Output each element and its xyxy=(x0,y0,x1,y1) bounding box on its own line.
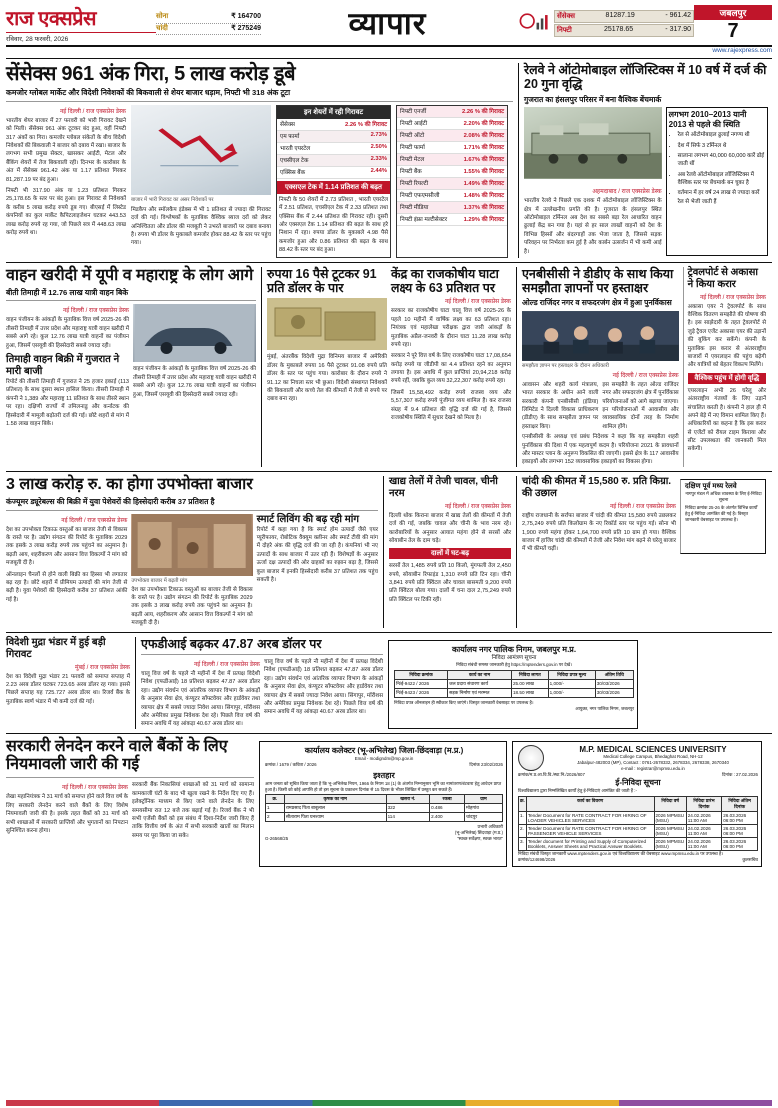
stock-name: एचसीएल टेक xyxy=(280,158,309,165)
publication-logo: राज एक्सप्रेस xyxy=(6,8,97,30)
website-url[interactable]: www.rajexpress.com xyxy=(712,47,772,54)
auto-story xyxy=(6,267,256,467)
fiscal-body-2: सरकार ने पूरे वित्त वर्ष के लिए राजकोषीय घाटा 17,08,654 करोड़ रुपये या जीडीपी का 4.4 प्रतिशत रहने का अनुमान लगाया है। इस अवधि में कुल प्राप्तियां 20,94,218 करोड़ रुपये रहीं, जबकि कुल व्यय 32,22,307 करोड़ रुपये रहा। xyxy=(391,353,511,385)
stock-change: 2.50% xyxy=(370,144,387,151)
sector-name: निफ्टी एफएमसीजी xyxy=(400,193,440,200)
oil-byline: नई दिल्ली / राज एक्सप्रेस डेस्क xyxy=(444,503,511,510)
table-row xyxy=(266,813,503,822)
cell: सीताराम पिता घनश्याम xyxy=(284,813,386,822)
divider xyxy=(6,632,772,633)
stock-change: 2.33% xyxy=(370,156,387,163)
lead-subhead: कमजोर ग्लोबल मार्केट और विदेशी निवेशकों की बिकवाली से शेयर बाजार धड़ाम, निफ्टी भी 318 अंक टूटा xyxy=(6,88,291,98)
lead-story xyxy=(6,63,513,258)
kc-sign-1: प्रभारी अधिकारी xyxy=(477,824,503,830)
table-row xyxy=(395,688,634,697)
silver-body: राष्ट्रीय राजधानी के सर्राफा बाजार में चांदी की कीमत 15,580 रुपये उछलकर 2,75,249 रुपये प्रति किलोग्राम के नए रिकॉर्ड स्तर पर पहुंच गई। सोना भी 1,900 रुपये महंगा होकर 1,64,700 रुपये प्रति 10 ग्राम हो गया। वैश्विक बाजार में हाजिर चांदी की कीमतों में तेजी और निवेश मांग बढ़ने से घरेलू बाजार में भी कीमतें चढ़ीं। xyxy=(522,512,676,553)
cell: 2026 MPMSU (MSU) xyxy=(654,838,686,851)
table-row xyxy=(397,118,507,130)
sector-change: 1.67% की गिरावट xyxy=(463,157,504,164)
table-row xyxy=(397,154,507,166)
sector-change: 1.37% की गिरावट xyxy=(463,205,504,212)
railway-terminal-photo xyxy=(524,107,662,179)
cell: 30/03/2026 xyxy=(595,688,633,697)
cell: 26.03.2026 06:00 PM xyxy=(722,838,758,851)
table-row xyxy=(519,825,758,838)
sector-name: निफ्टी आईटी xyxy=(400,121,428,128)
table-row xyxy=(397,178,507,190)
univ-table xyxy=(518,796,758,851)
kc-ref: क्रमांक / 1679 / कविता / 2026 xyxy=(265,761,317,767)
kc-office: कार्यालय कलेक्टर (भू-अभिलेख) जिला-छिंदवाड़ा (म.प्र.) xyxy=(304,745,464,755)
cell: 1,000/- xyxy=(548,688,595,697)
stock-name: एक्सिस बैंक xyxy=(280,170,306,177)
sensex-value: 81287.19 xyxy=(605,11,635,19)
univ-note: निविदा संबंधी विस्तृत जानकारी www.mptenders.gov.in एवं विश्वविद्यालय की वेबसाइट www.mpmsu.edu.in पर उपलब्ध है। xyxy=(518,851,723,857)
masthead xyxy=(6,4,772,47)
bank-headline: सरकारी लेनदेन करने वाले बैंकों के लिए नियमावली जारी की गई xyxy=(6,737,228,774)
fdi-body-cont: चालू वित्त वर्ष के पहले नौ महीनों में देश में प्रत्यक्ष विदेशी निवेश (एफडीआई) 18 प्रतिशत बढ़कर 47.87 अरब डॉलर रहा। उद्योग संवर्धन एवं आंतरिक व्यापार विभाग के आंकड़ों के अनुसार सेवा क्षेत्र, कंप्यूटर सॉफ्टवेयर और हार्डवेयर तथा व्यापार क्षेत्र में सबसे ज्यादा निवेश आया। सिंगापुर, मॉरीशस और अमेरिका प्रमुख निवेशक देश रहे। पिछले वित्त वर्ष की समान अवधि में यह आंकड़ा 40.67 अरब डॉलर था। xyxy=(264,658,383,716)
table-row xyxy=(277,131,390,143)
travel-byline: नई दिल्ली / राज एक्सप्रेस डेस्क xyxy=(699,294,766,301)
cell: 1,000/- xyxy=(548,679,595,688)
cell: 1. xyxy=(519,812,527,825)
top-block xyxy=(6,63,772,258)
fiscal-body-3: जिसमें 15,58,492 करोड़ रुपये राजस्व व्यय और 5,57,307 करोड़ रुपये पूंजीगत व्यय शामिल है। कर राजस्व संग्रह में 9.4 प्रतिशत की वृद्धि दर्ज की गई है, जिससे राजकोषीय स्थिति में सुधार देखने को मिला है। xyxy=(391,389,511,422)
decliners-title: इन शेयरों में रही गिरावट xyxy=(277,106,390,119)
oil-badge: दालों में घट-बढ़ xyxy=(389,548,511,559)
cell: नि/ई-9423 / 2026 xyxy=(395,688,448,697)
consumer-col-1 xyxy=(6,514,127,628)
forex-headline: विदेशी मुद्रा भंडार में हुई बड़ी गिरावट xyxy=(6,636,106,660)
section-title: व्यापार xyxy=(348,6,427,41)
cell: 24.02.2026 11:00 AM xyxy=(686,812,721,825)
sector-decliners-table xyxy=(396,105,508,258)
sector-name: निफ्टी एनर्जी xyxy=(400,109,427,116)
kc-body: आम जनता को सूचित किया जाता है कि भू-अभिलेख नियम, 1966 के नियम 18 (1) के अंतर्गत निम्नानुसार भूमि का नामांतरण/बंटवारा हेतु आवेदन प्राप्त हुआ है। किसी को कोई आपत्ति हो तो इस सूचना के प्रकाशन दिनांक से 15 दिवस के भीतर लिखित में प्रस्तुत कर सकते हैं। xyxy=(265,780,502,792)
cell: 18.50 लाख xyxy=(512,688,549,697)
univ-email: e-mail : registrar@mpmsu.edu.in xyxy=(621,765,685,771)
oil-story xyxy=(383,476,511,628)
fiscal-story xyxy=(261,267,511,467)
nbcc-story xyxy=(522,267,679,467)
col-header: कार्य का विवरण xyxy=(526,797,654,812)
railway-story xyxy=(518,63,768,258)
consumer-headline: 3 लाख करोड़ रु. का होगा उपभोक्ता बाजार xyxy=(6,475,253,493)
divider xyxy=(6,733,772,734)
consumer-photo-caption: उपभोक्ता बाजार में बढ़ती मांग xyxy=(131,577,188,584)
oil-body-2: सरसों तेल 1,485 रुपये प्रति 10 किलो, मूंगफली तेल 2,450 रुपये, सोयाबीन रिफाइंड 1,310 रुपये प्रति टिन रहा। चीनी 3,841 रुपये प्रति क्विंटल और चावल बासमती 9,200 रुपये प्रति क्विंटल बोला गया। दालों में चना दाल 2,75,249 रुपये प्रति क्विंटल पर टिकी रही। xyxy=(389,563,511,603)
silver-byline: नई दिल्ली / राज एक्सप्रेस डेस्क xyxy=(609,503,676,510)
sector-name: निफ्टी ऑटो xyxy=(400,133,425,140)
consumer-col-2 xyxy=(131,514,252,628)
consumer-story xyxy=(6,476,378,628)
gold-value: ₹ 164700 xyxy=(231,13,261,20)
fdi-body: चालू वित्त वर्ष के पहले नौ महीनों में देश में प्रत्यक्ष विदेशी निवेश (एफडीआई) 18 प्रतिशत बढ़कर 47.87 अरब डॉलर रहा। उद्योग संवर्धन एवं आंतरिक व्यापार विभाग के आंकड़ों के अनुसार सेवा क्षेत्र, कंप्यूटर सॉफ्टवेयर और हार्डवेयर तथा व्यापार क्षेत्र में सबसे ज्यादा निवेश आया। सिंगापुर, मॉरीशस और अमेरिका प्रमुख निवेशक देश रहे। पिछले वित्त वर्ष की समान अवधि में यह आंकड़ा 40.67 अरब डॉलर था। xyxy=(141,670,260,728)
sensex-label: सेंसेक्स xyxy=(557,12,575,20)
sector-change: 2.26 % की गिरावट xyxy=(461,109,504,116)
col-header: निविदा क्रमांक xyxy=(395,670,448,679)
metal-rates xyxy=(156,12,261,35)
consumer-body-1: देश का उपभोक्ता टिकाऊ वस्तुओं का बाजार तेजी से विकास के रास्ते पर है। उद्योग संगठन की रिपोर्ट के मुताबिक 2029 तक इसके 3 लाख करोड़ रुपये तक पहुंचने का अनुमान है। बढ़ती आय, शहरीकरण और आसान वित्त विकल्पों ने मांग को मजबूती दी है। xyxy=(6,526,128,567)
table-row xyxy=(397,142,507,154)
table-header-row xyxy=(395,670,634,679)
table-header-row xyxy=(519,797,758,812)
rate-row xyxy=(156,24,261,36)
univ-intro: विश्वविद्यालय द्वारा निम्नलिखित कार्यों हेतु ई-निविदाएं आमंत्रित की जाती हैं :- xyxy=(518,788,637,794)
sector-change: 1.48% की गिरावट xyxy=(463,193,504,200)
col-header: निविदा प्रारंभ दिनांक xyxy=(686,797,721,812)
kc-sign-2: (भू-अभिलेख) छिंदवाड़ा (म.प्र.) xyxy=(454,830,503,836)
market-crash-photo xyxy=(131,105,271,195)
nigam-note: निविदा प्रपत्र ऑनलाइन ही स्वीकार किए जाएंगे। विस्तृत जानकारी वेबसाइट पर उपलब्ध है। xyxy=(394,699,534,705)
travel-headline: ट्रेवलपोर्ट से अकासा ने किया करार xyxy=(687,266,758,290)
sector-change: 1.55% की गिरावट xyxy=(463,169,504,176)
divider xyxy=(141,654,383,655)
list-item: • देश में सिर्फ 3 टर्मिनल थे xyxy=(678,142,765,151)
sector-name: निफ्टी बैंक xyxy=(400,169,422,176)
silver-story xyxy=(522,476,676,554)
rail-notice-sub: नागपुर मंडल में अधिक व्यवस्था के लिए ई-निविदा सूचना xyxy=(685,491,762,503)
railway-body: भारतीय रेलवे ने पिछले एक दशक में ऑटोमोबाइल लॉजिस्टिक्स के क्षेत्र में उल्लेखनीय प्रगति की है। गुजरात के हंसलपुर स्थित ऑटोमोबाइल टर्मिनल अब देश का सबसे बड़ा रेल आधारित वाहन ढुलाई केंद्र बन गया है। यहां से हर साल लाखों वाहनों को देश के विभिन्न हिस्सों और बंदरगाहों तक भेजा जाता है, जिससे सड़क परिवहन पर निर्भरता कम हुई है और कार्बन उत्सर्जन में भी कमी आई है। xyxy=(524,198,662,255)
sensex-change: - 961.42 xyxy=(665,11,691,19)
fiscal-headline: केंद्र का राजकोषीय घाटा लक्ष्य के 63 प्रतिशत पर xyxy=(391,266,499,295)
col-header: कार्य का नाम xyxy=(448,670,512,679)
univ-ref: क्रमांक/म.प्र.आ.वि.वि./स्था.नि./2026/807 xyxy=(518,771,585,777)
bank-body-1: लेखा महानियंत्रक ने 31 मार्च को समाप्त होने वाले वित्त वर्ष के लिए सरकारी लेनदेन करने वाले बैंकों के लिए विशेष नियमावली जारी की है। इसके तहत बैंकों को 31 मार्च को सभी शाखाओं में सरकारी प्राप्तियों और भुगतानों का निपटान सुनिश्चित करना होगा। xyxy=(6,794,128,835)
travel-side-body: एयरलाइन अभी 26 घरेलू और अंतरराष्ट्रीय गंतव्यों के लिए उड़ानें संचालित करती है। कंपनी ने हाल ही में अपने बेड़े में नए विमान शामिल किए हैं। अधिकारियों का कहना है कि इस करार से एजेंटों को रीयल टाइम किराया और सीट उपलब्धता की जानकारी मिल सकेगी। xyxy=(687,387,766,453)
lead-photo-caption: बाजार में भारी गिरावट का असर निवेशकों पर xyxy=(131,196,214,203)
cell: Tender document for Printing and Supply of Computerized Booklets, Answer Sheets and Practical Answer Booklets. xyxy=(526,838,654,851)
cell: Tender Document for RATE CONTRACT FOR HIRING OF PASSENGER VEHICLE SERVICES xyxy=(526,825,654,838)
railway-byline: अहमदाबाद / राज एक्सप्रेस डेस्क xyxy=(592,189,662,196)
sector-change: 2.08% की गिरावट xyxy=(463,133,504,140)
index-row-sensex xyxy=(554,10,694,23)
rate-row xyxy=(156,12,261,24)
table-row xyxy=(277,119,390,131)
railway-mini-notice xyxy=(680,479,766,554)
travel-badge: वैश्विक पहुंच में होगी वृद्धि xyxy=(688,373,766,384)
consumer-body-3: देश का उपभोक्ता टिकाऊ वस्तुओं का बाजार तेजी से विकास के रास्ते पर है। उद्योग संगठन की रिपोर्ट के मुताबिक 2029 तक इसके 3 लाख करोड़ रुपये तक पहुंचने का अनुमान है। बढ़ती आय, शहरीकरण और आसान वित्त विकल्पों ने मांग को मजबूती दी है। xyxy=(131,586,253,627)
nbcc-byline: नई दिल्ली / राज एक्सप्रेस डेस्क xyxy=(612,372,679,379)
table-row xyxy=(266,804,503,813)
retail-store-photo xyxy=(131,514,252,576)
nbcc-subhead: ओल्ड राजिंदर नगर व सफदरजंग क्षेत्र में हुआ पुनर्विकास xyxy=(522,298,672,308)
lead-byline: नई दिल्ली / राज एक्सप्रेस डेस्क xyxy=(59,108,126,115)
auto-sub-title: तिमाही वाहन बिक्री में गुजरात ने मारी बाजी xyxy=(6,354,120,378)
col-header: निविदा अंतिम दिनांक xyxy=(722,797,758,812)
divider xyxy=(6,510,378,511)
divider xyxy=(6,300,256,301)
fdi-byline: नई दिल्ली / राज एक्सप्रेस डेस्क xyxy=(193,661,260,668)
col-header: कृषक का नाम xyxy=(284,795,386,804)
divider xyxy=(6,777,254,778)
subbox-text: निफ्टी के 50 शेयरों में 2.73 प्रतिशत , भारती एयरटेल में 2.51 प्रतिशत, एचसीएल टेक में 2.33 प्रतिशत तथा एक्सिस बैंक में 2.44 प्रतिशत की गिरावट रही। दूसरी ओर एक्सएल टेक 1.14 प्रतिशत की बढ़त के साथ हरे निशान में रहा। रुपया डॉलर के मुकाबले 4.98 पैसे कमजोर हुआ और 0.86 प्रतिशत की बढ़त के साथ 88.42 के स्तर पर बंद हुआ। xyxy=(279,196,388,254)
subbox-title: एक्सएल टेक में 1.14 प्रतिशत की बढ़त xyxy=(277,181,390,194)
stock-change: 2.73% xyxy=(370,132,387,139)
col-header: निविदा प्रपत्र मूल्य xyxy=(548,670,595,679)
silver-headline: चांदी की कीमत में 15,580 रु. प्रति किग्रा. की उछाल xyxy=(522,475,672,499)
cell: सड़क निर्माण एवं मरम्मत xyxy=(448,688,512,697)
divider xyxy=(6,58,772,59)
nbcc-headline: एनबीसीसी ने डीडीए के साथ किया समझौता ज्ञापनों पर हस्ताक्षर xyxy=(522,266,674,295)
univ-name: M.P. MEDICAL SCIENCES UNIVERSITY xyxy=(579,744,727,754)
nbcc-travel-block xyxy=(516,267,766,467)
cell: Tender Document for RATE CONTRACT FOR HIRING OF LOADER VEHICLES SERVICES xyxy=(526,812,654,825)
silver-block xyxy=(516,476,766,628)
cell: 25.00 लाख xyxy=(512,679,549,688)
sector-change: 1.71% की गिरावट xyxy=(463,145,504,152)
cell: 114 xyxy=(386,813,430,822)
stock-name: सेंसेक्स xyxy=(280,122,295,129)
table-row xyxy=(395,679,634,688)
list-item: • अब रेलवे ऑटोमोबाइल लॉजिस्टिक्स में वैश्विक स्तर पर बेंचमार्क बन चुका है xyxy=(678,171,765,188)
col-header: क्र. xyxy=(519,797,527,812)
second-block xyxy=(6,267,772,467)
sector-change: 1.49% की गिरावट xyxy=(463,181,504,188)
cell: 1 xyxy=(266,804,285,813)
sector-name: निफ्टी रियल्टी xyxy=(400,181,429,188)
univ-title: ई-निविदा सूचना xyxy=(615,778,661,788)
nbcc-body-1: आवासन और शहरी कार्य मंत्रालय, भारत सरकार के अधीन आने वाली सरकारी कंपनी एनबीसीसी (इंडिया) लिमिटेड ने दिल्ली विकास प्राधिकरण (डीडीए) के साथ समझौता ज्ञापन पर हस्ताक्षर किए। xyxy=(522,381,599,430)
cell: 2.400 xyxy=(430,813,465,822)
auto-col-1 xyxy=(6,304,129,428)
car-showroom-photo xyxy=(133,304,256,362)
railway-headline: रेलवे ने ऑटोमोबाइल लॉजिस्टिक्स में 10 वर्ष में दर्ज की 20 गुना वृद्धि xyxy=(524,63,767,92)
forex-story xyxy=(6,637,130,729)
oil-headline: खाद्य तेलों में तेजी चावल, चीनी नरम xyxy=(389,475,498,499)
cell: 24.02.2026 11:00 AM xyxy=(686,838,721,851)
univ-date: दिनांक : 27.02.2026 xyxy=(721,771,758,777)
univ-gnum: क्रमांक/124698/2026 xyxy=(518,857,556,863)
cell: जल प्रदाय संधारण कार्य xyxy=(448,679,512,688)
col-header: क्र. xyxy=(266,795,285,804)
nigam-table xyxy=(394,670,634,698)
sector-name: निफ्टी मेटल xyxy=(400,157,425,164)
gold-label: सोना xyxy=(156,13,169,20)
mou-signing-photo xyxy=(522,311,679,361)
cell: 2026 MPMSU (MSU) xyxy=(654,812,686,825)
railway-box-title: लगभग 2010–2013 यानी 2013 से पहले की स्थिति xyxy=(668,110,747,129)
lead-text-col xyxy=(6,105,126,258)
fiscal-byline: नई दिल्ली / राज एक्सप्रेस डेस्क xyxy=(444,299,511,306)
divider xyxy=(6,101,513,102)
bank-body-2: सरकारी बैंक निकासियां शाखाओं को 31 मार्च को सामान्य कामकाजी घंटों के बाद भी खुला रखने के निर्देश दिए गए हैं। इलेक्ट्रॉनिक माध्यम से किए जाने वाले लेनदेन के लिए समयसीमा रात 12 बजे तक बढ़ाई गई है। रिजर्व बैंक ने भी सभी एजेंसी बैंकों को इस संबंध में दिशा-निर्देश जारी किए हैं ताकि वित्तीय वर्ष के अंत में सभी सरकारी खातों का मिलान समय पर पूरा किया जा सके। xyxy=(132,782,254,839)
table-row xyxy=(397,166,507,178)
table-row xyxy=(397,190,507,202)
masthead-right xyxy=(694,5,772,43)
stock-name: भारती एयरटेल xyxy=(280,146,311,153)
auto-body: वाहन पंजीयन के आंकड़ों के मुताबिक वित्त वर्ष 2025-26 की तीसरी तिमाही में उत्तर प्रदेश और महाराष्ट्र यात्री वाहन खरीदी में सबसे आगे रहे। कुल 12.76 लाख यात्री वाहनों का पंजीयन हुआ, जिसमें एसयूवी की हिस्सेदारी सबसे ज्यादा रही। xyxy=(6,317,129,349)
list-item: • वर्तमान में हर वर्ष 24 लाख से ज्यादा कारें रेल से भेजी जाती हैं xyxy=(678,189,765,206)
fdi-story xyxy=(135,637,383,729)
kc-table xyxy=(265,794,503,822)
oil-body-1: दिल्ली थोक किराना बाजार में खाद्य तेलों की कीमतों में तेजी दर्ज की गई, जबकि चावल और चीनी के भाव नरम रहे। कारोबारियों के अनुसार आयात महंगा होने से सरसों और सोयाबीन तेल के दाम चढ़े। xyxy=(389,512,511,544)
silver-label: चांदी xyxy=(156,24,168,32)
list-item: • सालाना लगभग 40,000 60,000 कारें ढोई जाती थीं xyxy=(678,152,765,169)
nbcc-body-3: एनबीसीसी के अध्यक्ष एवं प्रबंध निदेशक ने कहा कि यह समझौता शहरी पुनर्विकास की दिशा में एक महत्वपूर्ण कदम है। परियोजना 2021 के प्रावधानों और मास्टर प्लान के अनुरूप विकसित की जाएगी। इससे क्षेत्र के 117 आवासीय इकाइयों और लगभग 152 व्यावसायिक इकाइयों का विकास होगा। xyxy=(522,434,679,466)
page-number: 7 xyxy=(727,19,739,42)
currency-photo xyxy=(267,298,387,350)
cell: 0.486 xyxy=(430,804,465,813)
lead-headline: सेंसेक्स 961 अंक गिरा, 5 लाख करोड़ डूबे xyxy=(6,63,296,85)
rupee-body: मुंबई, अंतरबैंक विदेशी मुद्रा विनिमय बाजार में अमेरिकी डॉलर के मुकाबले रुपया 16 पैसे टूटकर 91.08 रुपये प्रति डॉलर के स्तर पर पहुंच गया। कारोबार के दौरान रुपये ने 91.12 का निचला स्तर भी छुआ। विदेशी संस्थागत निवेशकों की बिकवाली और कच्चे तेल की कीमतों में तेजी से रुपये पर दबाव बना रहा। xyxy=(267,354,387,403)
kc-footer: "स्वच्छ सर्वेक्षण, स्वच्छ भारत" xyxy=(457,836,503,842)
stock-change: 2.44% xyxy=(370,168,387,175)
collector-notice xyxy=(259,741,507,868)
table-row xyxy=(519,812,758,825)
stock-name: एम फार्मा xyxy=(280,134,300,141)
col-header: खसरा नं. xyxy=(386,795,430,804)
list-item: • रेल से ऑटोमोबाइल ढुलाई नगण्य थी xyxy=(678,131,765,140)
edition-city: जबलपुर xyxy=(694,5,772,20)
forex-body: देश का विदेशी मुद्रा भंडार 21 फरवरी को समाप्त सप्ताह में 2.23 अरब डॉलर घटकर 723.65 अरब डॉलर रह गया। इससे पिछले सप्ताह यह 725.727 अरब डॉलर था। रिजर्व बैंक के मुताबिक स्वर्ण भंडार में भी कमी दर्ज की गई। xyxy=(6,673,130,705)
university-notice xyxy=(512,741,762,868)
kc-date: दिनांक 23/02/2026 xyxy=(469,761,503,767)
kc-gnum: G-26568/25 xyxy=(265,836,289,842)
consumer-col-3 xyxy=(257,514,378,628)
smart-living-title: स्मार्ट लिविंग की बढ़ रही मांग xyxy=(256,513,359,525)
bank-byline: नई दिल्ली / राज एक्सप्रेस डेस्क xyxy=(61,785,128,792)
col-header: ग्राम xyxy=(465,795,503,804)
table-row xyxy=(277,143,390,155)
table-row xyxy=(277,167,390,179)
table-header-row xyxy=(266,795,503,804)
col-header: निविदा लागत xyxy=(512,670,549,679)
table-row xyxy=(397,214,507,226)
auto-body-extra: वाहन पंजीयन के आंकड़ों के मुताबिक वित्त वर्ष 2025-26 की तीसरी तिमाही में उत्तर प्रदेश और महाराष्ट्र यात्री वाहन खरीदी में सबसे आगे रहे। कुल 12.76 लाख यात्री वाहनों का पंजीयन हुआ, जिसमें एसयूवी की हिस्सेदारी सबसे ज्यादा रही। xyxy=(133,366,256,398)
kc-email: Email - modigndm@mp.gov.in xyxy=(354,755,414,761)
table-row xyxy=(519,838,758,851)
travel-body: अकासा एयर ने ट्रेवलपोर्ट के साथ वैश्विक वितरण समझौते की घोषणा की है। इस साझेदारी के तहत ट्रेवलपोर्ट से जुड़े ट्रैवल एजेंट अकासा एयर की उड़ानों की बुकिंग कर सकेंगे। कंपनी के मुताबिक इस करार से अंतरराष्ट्रीय बाजारों में एयरलाइन की पहुंच बढ़ेगी और यात्रियों को बेहतर विकल्प मिलेंगे। xyxy=(687,303,766,369)
forex-byline: मुंबई / राज एक्सप्रेस डेस्क xyxy=(75,664,130,671)
sector-name: निफ्टी फार्मा xyxy=(400,145,425,152)
univ-address-2: Jabalpur-482003 (MP), Contact : 0761-2678332, 2678334, 2678338, 2670340 xyxy=(577,759,729,765)
cell: चांदपुर xyxy=(465,813,503,822)
nifty-value: 25178.65 xyxy=(603,25,634,33)
masthead-center xyxy=(261,8,514,39)
truck-side xyxy=(267,267,387,423)
cell: 2026 MPMSU (MSU) xyxy=(654,825,686,838)
table-row xyxy=(277,155,390,167)
bell-icon xyxy=(514,10,554,37)
smart-living-body: रिपोर्ट में कहा गया है कि स्मार्ट होम उत्पादों जैसे एयर प्यूरीफायर, रोबोटिक वैक्यूम क्लीनर और स्मार्ट टीवी की मांग में दोहरे अंक की वृद्धि दर्ज की जा रही है। कंपनियां भी नए उत्पादों के साथ बाजार में उतर रही हैं। विशेषज्ञों के अनुसार ऊर्जा दक्ष उत्पादों की ओर ग्राहकों का रुझान बढ़ा है, जिससे कुल बाजार में इनकी हिस्सेदारी करीब 37 प्रतिशत तक पहुंच सकती है। xyxy=(256,526,378,583)
nifty-change: - 317.90 xyxy=(665,25,691,33)
lead-body-3: मिडकैप और स्मॉलकैप इंडेक्स में भी 1 प्रतिशत से ज्यादा की गिरावट दर्ज की गई। विश्लेषकों के मुताबिक वैश्विक ब्याज दरों को लेकर अनिश्चितता और डॉलर की मजबूती ने उभरते बाजारों पर दबाव बनाया है। रुपया भी डॉलर के मुकाबले कमजोर होकर 88.42 के स्तर पर पहुंच गया। xyxy=(131,206,271,247)
travel-story xyxy=(683,267,766,467)
railway-stats-box xyxy=(666,107,768,256)
bank-story xyxy=(6,738,254,868)
rail-notice-title: दक्षिण पूर्व मध्य रेलवे xyxy=(685,482,737,490)
fdi-headline: एफडीआई बढ़कर 47.87 अरब डॉलर पर xyxy=(141,636,322,651)
auto-sub-body: रिपोर्ट की तीसरी तिमाही में गुजरात ने 25 हजार इकाई (113 प्रतिशत) के साथ दूसरा स्थान हासिल किया। तीसरी तिमाही में कंपनी ने 1,389 और महाराष्ट्र 11 प्रतिशत के साथ तीसरे स्थान पर रहा। दक्षिणी राज्यों में तमिलनाडु और कर्नाटक की हिस्सेदारी में मामूली बढ़ोतरी दर्ज की गई। छोटे शहरों से मांग में 1.58 लाख वाहन बिके। xyxy=(6,379,129,427)
railway-photo-caption xyxy=(524,179,662,185)
nigam-subtitle: निविदा आमंत्रण सूचना xyxy=(491,654,537,661)
lead-body-2: निफ्टी भी 317.90 अंक या 1.23 प्रतिशत गिरकर 25,178.65 के स्तर पर बंद हुआ। इस गिरावट से निवेशकों के करीब 5 लाख करोड़ रुपये डूब गए। बीएसई में लिस्टेड कंपनियों का कुल मार्केट कैपिटलाइजेशन घटकर 443.53 लाख करोड़ रुपये रह गया, जो पिछले सत्र में 448.63 लाख करोड़ रुपये था। xyxy=(6,188,126,236)
sector-name: निफ्टी मीडिया xyxy=(400,205,429,212)
lead-photo-col xyxy=(131,105,271,258)
table-row xyxy=(397,202,507,214)
fifth-block xyxy=(6,738,772,868)
index-box xyxy=(554,10,694,38)
third-block xyxy=(6,476,772,628)
cell: 26.03.2026 06:00 PM xyxy=(722,825,758,838)
auto-byline: नई दिल्ली / राज एक्सप्रेस डेस्क xyxy=(62,308,129,315)
univ-sign: कुलसचिव xyxy=(742,857,758,863)
nifty-label: निफ्टी xyxy=(557,26,572,34)
nbcc-body-2: इस समझौते के तहत ओल्ड राजिंदर नगर और सफदरजंग क्षेत्र में पुनर्विकास परियोजनाओं को आगे बढ़ाया जाएगा। इन परियोजनाओं में आवासीय और व्यावसायिक दोनों तरह के निर्माण शामिल होंगे। xyxy=(602,381,679,430)
rupee-headline: रुपया 16 पैसे टूटकर 91 प्रति डॉलर के पार xyxy=(267,266,377,295)
kc-title: इश्तहार xyxy=(373,770,395,780)
nigam-portal-line: निविदा संबंधी समस्त जानकारी हेतु https://mptenders.gov.in पर देखें। xyxy=(456,661,572,667)
divider xyxy=(6,471,772,472)
nbcc-photo-caption: समझौता ज्ञापन पर हस्ताक्षर के दौरान अधिकारी xyxy=(522,362,610,369)
sector-name: निफ्टी इंफ्रा मल्टीसेक्टर xyxy=(400,217,448,224)
rail-notice-body: निविदा क्रमांक 25-26 के अंतर्गत विभिन्न कार्यों हेतु ई-निविदा आमंत्रित की गई है। विस्तृत जानकारी वेबसाइट पर उपलब्ध है। xyxy=(685,505,758,522)
cell: रामप्रसाद पिता बाबूलाल xyxy=(284,804,386,813)
silver-value: ₹ 275249 xyxy=(231,24,261,32)
consumer-byline: नई दिल्ली / राज एक्सप्रेस डेस्क xyxy=(61,517,128,524)
nigam-notice xyxy=(388,640,638,729)
sector-change: 1.29% की गिरावट xyxy=(463,217,504,224)
cell: 2. xyxy=(519,825,527,838)
stock-change: 2.26 % की गिरावट xyxy=(344,122,387,129)
cell: 2 xyxy=(266,813,285,822)
cell: 26.03.2026 06:00 PM xyxy=(722,812,758,825)
railway-subhead: गुजरात का हंसलपुर परिसर में बना वैश्विक बेंचमार्क xyxy=(524,94,662,104)
table-row xyxy=(397,106,507,118)
color-calibration-bar xyxy=(6,1100,772,1106)
nigam-sign: आयुक्त, नगर पालिक निगम, जबलपुर xyxy=(575,705,634,711)
divider xyxy=(6,262,772,263)
table-row xyxy=(397,130,507,142)
auto-subhead: बीती तिमाही में 12.76 लाख यात्री वाहन बिके xyxy=(6,288,129,297)
index-row-nifty xyxy=(554,24,694,37)
cell: 30/03/2026 xyxy=(595,679,633,688)
railway-bullet-list xyxy=(669,131,765,206)
col-header: रकबा xyxy=(430,795,465,804)
fiscal-side xyxy=(391,267,511,423)
sector-change: 2.20% की गिरावट xyxy=(463,121,504,128)
university-seal-icon xyxy=(518,745,544,771)
cell: 24.02.2026 11:00 AM xyxy=(686,825,721,838)
cell: 322 xyxy=(386,804,430,813)
col-header: निविदा वर्ष xyxy=(654,797,686,812)
fiscal-body-1: सरकार का राजकोषीय घाटा चालू वित्त वर्ष 2025-26 के पहले 10 महीनों में वार्षिक लक्ष्य का 63 प्रतिशत रहा। नियंत्रक एवं महालेखा परीक्षक द्वारा जारी आंकड़ों के मुताबिक अप्रैल-जनवरी के दौरान घाटा 11.28 लाख करोड़ रुपये रहा। xyxy=(391,308,511,348)
cell: 3. xyxy=(519,838,527,851)
consumer-subhead: कंज्यूमर ड्यूरेबल्स की बिक्री में युवा पेशेवरों की हिस्सेदारी करीब 37 प्रतिशत है xyxy=(6,497,215,507)
auto-headline: वाहन खरीदी में यूपी व महाराष्ट्र के लोग आगे xyxy=(6,266,254,284)
nigam-office: कार्यालय नगर पालिक निगम, जबलपुर म.प्र. xyxy=(451,644,577,654)
col-header: अंतिम तिथि xyxy=(595,670,633,679)
masthead-left xyxy=(6,4,156,43)
consumer-body-2: ऑनलाइन चैनलों से होने वाली बिक्री का हिस्सा भी लगातार बढ़ रहा है। छोटे शहरों में प्रीमियम उत्पादों की मांग तेजी से बढ़ी है। युवा पेशेवरों की हिस्सेदारी करीब 37 प्रतिशत आंकी गई है। xyxy=(6,571,128,603)
auto-col-2 xyxy=(133,304,256,428)
lead-body-1: भारतीय शेयर बाजार में 27 फरवरी को भारी गिरावट देखने को मिली। सेंसेक्स 961 अंक टूटकर बंद हुआ, वहीं निफ्टी 317 अंकों का गिरा। कमजोर ग्लोबल संकेतों के बीच विदेशी निवेशकों की बिकवाली ने बाजार को दबाव में रखा। बाजार के लगभग सभी प्रमुख सेक्टर, खासकर आईटी, मेटल और बैंकिंग शेयरों में तेज बिकवाली रही। दिनभर के कारोबार के अंत में सेंसेक्स 961.42 अंक या 1.17 प्रतिशत गिरकर 81,287.19 पर बंद हुआ। xyxy=(6,117,126,183)
univ-address-1: Medical College Campus, Bhedaghat Road, NH-12 xyxy=(603,753,703,759)
issue-date: रविवार, 28 फरवरी, 2026 xyxy=(6,32,156,43)
cell: मोहगांव xyxy=(465,804,503,813)
cell: नि/ई-9422 / 2026 xyxy=(395,679,448,688)
fourth-block xyxy=(6,637,772,729)
decliners-table xyxy=(276,105,391,258)
